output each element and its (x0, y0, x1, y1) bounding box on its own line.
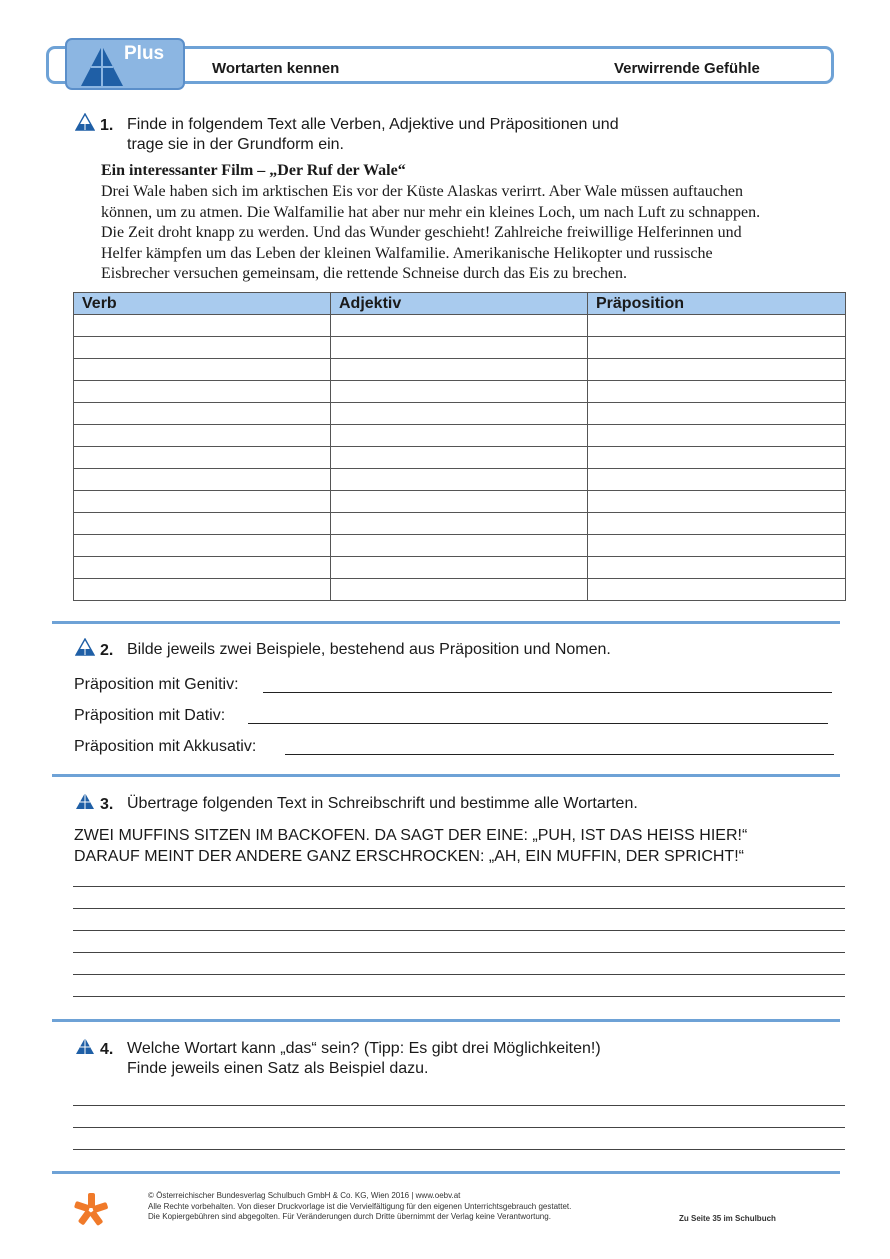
table-cell[interactable] (74, 359, 331, 381)
level-pyramid-icon (75, 792, 95, 810)
level-pyramid-icon (75, 113, 95, 131)
task2-number: 2. (100, 642, 114, 659)
table-cell[interactable] (74, 381, 331, 403)
table-cell[interactable] (588, 403, 846, 425)
column-header-verb: Verb (74, 293, 331, 315)
table-cell[interactable] (331, 469, 588, 491)
writing-line[interactable] (73, 886, 845, 887)
table-cell[interactable] (331, 381, 588, 403)
table-cell[interactable] (588, 337, 846, 359)
table-cell[interactable] (331, 491, 588, 513)
section-divider (52, 774, 840, 777)
task3-prompt: Übertrage folgenden Text in Schreibschrift und bestimme alle Wortarten. (127, 795, 638, 812)
task4-prompt-line2: Finde jeweils einen Satz als Beispiel dazu. (127, 1060, 429, 1077)
task4-prompt-line1: Welche Wortart kann „das“ sein? (Tipp: Es gibt drei Möglichkeiten!) (127, 1040, 601, 1057)
writing-line[interactable] (73, 908, 845, 909)
table-cell[interactable] (588, 513, 846, 535)
muffin-text-line1: ZWEI MUFFINS SITZEN IM BACKOFEN. DA SAGT DER EINE: „PUH, IST DAS HEISS HIER!“ (74, 827, 748, 844)
copyright-line: © Österreichischer Bundesverlag Schulbuch GmbH & Co. KG, Wien 2016 | www.oebv.at (148, 1191, 461, 1200)
table-cell[interactable] (588, 359, 846, 381)
table-cell[interactable] (588, 315, 846, 337)
story-line: können, um zu atmen. Die Walfamilie hat aber nur mehr ein kleines Loch, um nach Luft zu schnappen. (101, 203, 761, 221)
level-pyramid-icon (75, 638, 95, 656)
table-cell[interactable] (74, 469, 331, 491)
table-row (74, 491, 846, 513)
table-cell[interactable] (588, 491, 846, 513)
table-cell[interactable] (331, 579, 588, 601)
writing-line[interactable] (73, 1149, 845, 1150)
table-cell[interactable] (74, 579, 331, 601)
dativ-answer-line[interactable] (248, 723, 828, 724)
chapter-title: Wortarten kennen (212, 60, 340, 77)
writing-line[interactable] (73, 996, 845, 997)
task1-number: 1. (100, 117, 114, 134)
table-cell[interactable] (588, 469, 846, 491)
writing-line[interactable] (73, 1127, 845, 1128)
section-divider (52, 621, 840, 624)
table-cell[interactable] (588, 381, 846, 403)
logo-text: Plus (124, 43, 165, 64)
table-cell[interactable] (74, 337, 331, 359)
writing-line[interactable] (73, 952, 845, 953)
genitiv-answer-line[interactable] (263, 692, 832, 693)
story-line: Die Zeit droht knapp zu werden. Und das Wunder geschieht! Zahlreiche freiwillige Helferinnen und (101, 224, 742, 241)
table-row (74, 557, 846, 579)
table-cell[interactable] (588, 557, 846, 579)
story-title: Ein interessanter Film – „Der Ruf der Wale“ (101, 162, 406, 179)
writing-line[interactable] (73, 930, 845, 931)
table-row (74, 469, 846, 491)
table-row (74, 403, 846, 425)
story-line: Helfer kämpfen um das Leben der kleinen Walfamilie. Amerikanische Helikopter und russische (101, 244, 713, 262)
copyright-line: Alle Rechte vorbehalten. Von dieser Druckvorlage ist die Vervielfältigung für den eigenen Unterrichtsgebrauch gestattet. (148, 1201, 572, 1211)
table-cell[interactable] (588, 579, 846, 601)
task4-number: 4. (100, 1041, 114, 1058)
table-cell[interactable] (331, 447, 588, 469)
section-divider (52, 1019, 840, 1022)
table-cell[interactable] (74, 535, 331, 557)
table-row (74, 579, 846, 601)
table-row (74, 425, 846, 447)
table-cell[interactable] (74, 447, 331, 469)
table-cell[interactable] (588, 425, 846, 447)
muffin-text-line2: DARAUF MEINT DER ANDERE GANZ ERSCHROCKEN: „AH, EIN MUFFIN, DER SPRICHT!“ (74, 848, 744, 865)
writing-line[interactable] (73, 974, 845, 975)
table-cell[interactable] (331, 535, 588, 557)
publisher-star-icon (72, 1192, 110, 1228)
table-cell[interactable] (74, 513, 331, 535)
akkusativ-answer-line[interactable] (285, 754, 834, 755)
genitiv-label: Präposition mit Genitiv: (74, 676, 239, 693)
table-row (74, 535, 846, 557)
page-reference: Zu Seite 35 im Schulbuch (679, 1214, 776, 1223)
triangle-logo-icon (79, 44, 125, 88)
dativ-label: Präposition mit Dativ: (74, 707, 226, 724)
table-cell[interactable] (331, 425, 588, 447)
table-cell[interactable] (74, 403, 331, 425)
word-class-table (73, 292, 846, 601)
task2-prompt: Bilde jeweils zwei Beispiele, bestehend aus Präposition und Nomen. (127, 641, 611, 658)
copyright-line: Die Kopiergebühren sind abgegolten. Für Veränderungen durch Dritte übernimmt der Verlag keine Verantwortung. (148, 1212, 551, 1221)
story-line: Eisbrecher versuchen gemeinsam, die rettende Schneise durch das Eis zu brechen. (101, 265, 628, 282)
table-cell[interactable] (74, 425, 331, 447)
table-cell[interactable] (331, 513, 588, 535)
table-row (74, 359, 846, 381)
table-row (74, 337, 846, 359)
level-pyramid-icon (75, 1037, 95, 1055)
table-cell[interactable] (74, 315, 331, 337)
table-cell[interactable] (588, 447, 846, 469)
table-row (74, 381, 846, 403)
table-cell[interactable] (74, 557, 331, 579)
table-cell[interactable] (588, 535, 846, 557)
table-cell[interactable] (331, 359, 588, 381)
table-row (74, 513, 846, 535)
unit-title: Verwirrende Gefühle (614, 60, 760, 77)
task1-prompt-line2: trage sie in der Grundform ein. (127, 136, 344, 153)
table-cell[interactable] (331, 315, 588, 337)
task3-number: 3. (100, 796, 114, 813)
column-header-adjektiv: Adjektiv (331, 293, 588, 315)
story-line: Drei Wale haben sich im arktischen Eis vor der Küste Alaskas verirrt. Aber Wale müssen auftauchen (101, 183, 743, 200)
table-cell[interactable] (331, 337, 588, 359)
table-cell[interactable] (331, 557, 588, 579)
table-row (74, 315, 846, 337)
column-header-praeposition: Präposition (588, 293, 846, 315)
table-cell[interactable] (331, 403, 588, 425)
table-row (74, 447, 846, 469)
copyright-notice (148, 1191, 571, 1223)
writing-line[interactable] (73, 1105, 845, 1106)
akkusativ-label: Präposition mit Akkusativ: (74, 738, 257, 755)
task1-prompt-line1: Finde in folgendem Text alle Verben, Adjektive und Präpositionen und (127, 116, 619, 133)
table-cell[interactable] (74, 491, 331, 513)
section-divider (52, 1171, 840, 1174)
